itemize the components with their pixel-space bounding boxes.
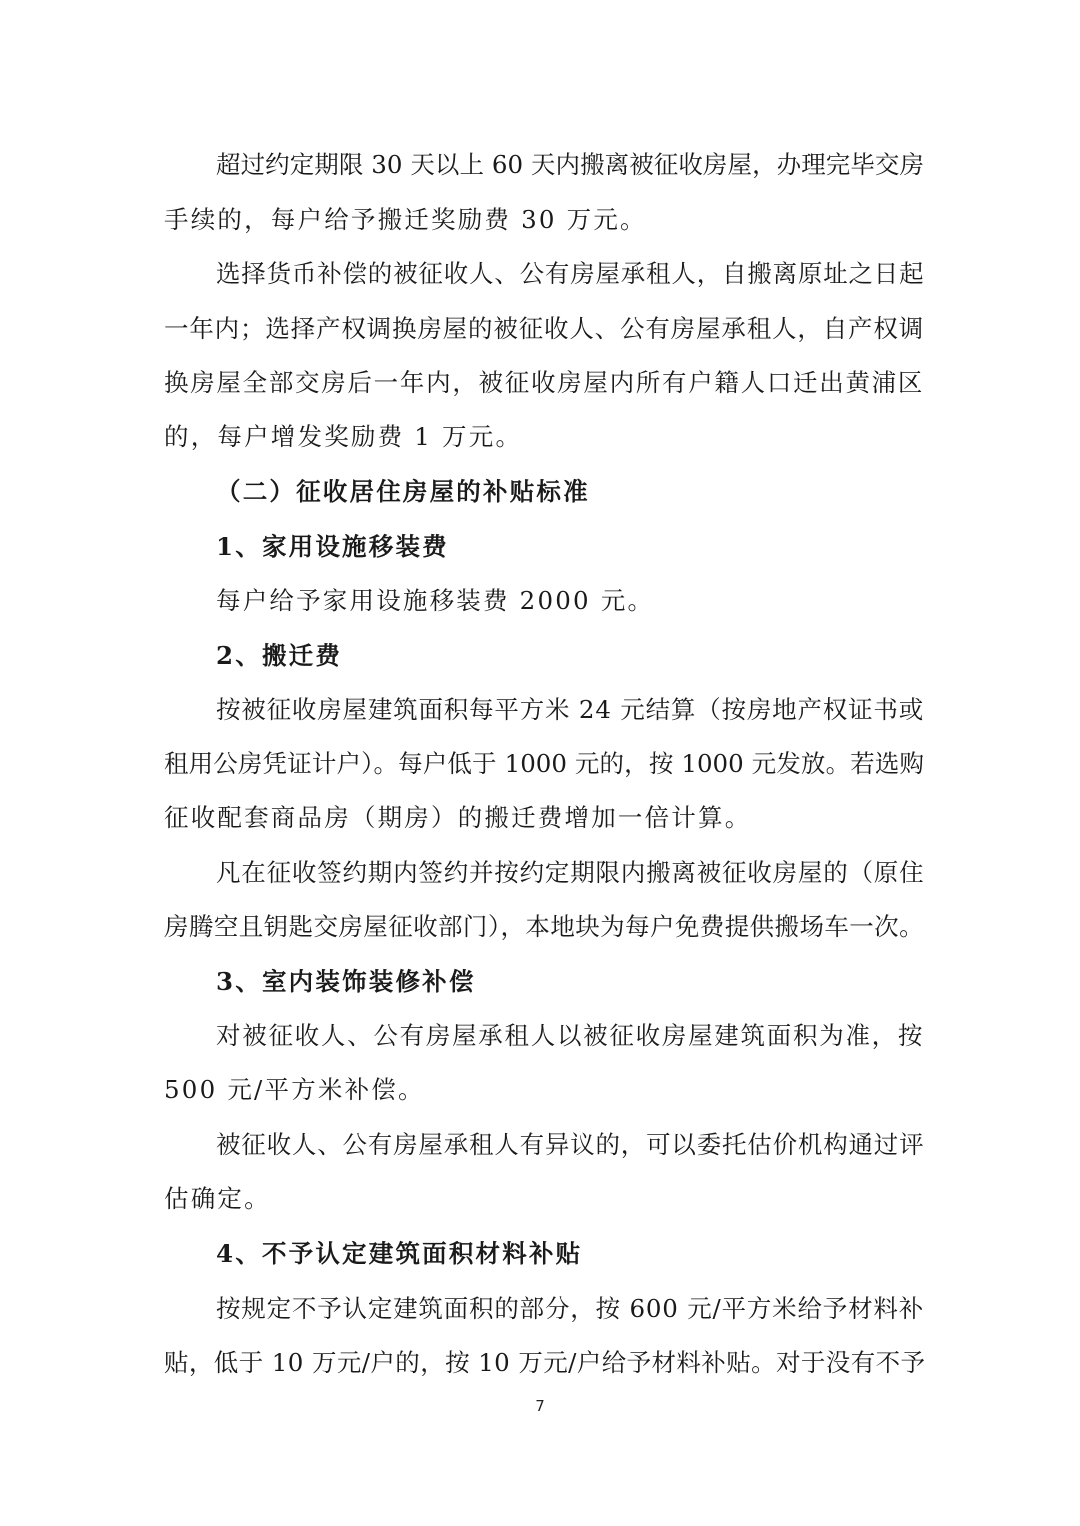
paragraph-line: 凡在征收签约期内签约并按约定期限内搬离被征收房屋的（原住 [216,858,925,887]
paragraph-line: 按规定不予认定建筑面积的部分，按 600 元/平方米给予材料补 [216,1294,924,1323]
paragraph-line: 选择货币补偿的被征收人、公有房屋承租人，自搬离原址之日起 [216,259,925,288]
paragraph-line: 500 元/平方米补偿。 [164,1075,425,1104]
paragraph-line: 房腾空且钥匙交房屋征收部门），本地块为每户免费提供搬场车一次。 [164,912,924,941]
paragraph-line: 对被征收人、公有房屋承租人以被征收房屋建筑面积为准，按 [216,1021,924,1050]
page-number: 7 [535,1397,545,1415]
paragraph-line: 的，每户增发奖励费 1 万元。 [164,422,523,451]
paragraph-line: 征收配套商品房（期房）的搬迁费增加一倍计算。 [164,803,752,832]
paragraph-line: 按被征收房屋建筑面积每平方米 24 元结算（按房地产权证书或 [216,695,924,724]
paragraph-line: 手续的，每户给予搬迁奖励费 30 万元。 [164,205,647,234]
paragraph-line: 每户给予家用设施移装费 2000 元。 [216,586,655,615]
paragraph-line: 估确定。 [164,1184,271,1213]
subsection-heading: 4、不予认定建筑面积材料补贴 [216,1239,583,1268]
paragraph-line: 贴，低于 10 万元/户的，按 10 万元/户给予材料补贴。对于没有不予 [164,1348,926,1377]
subsection-heading: 1、家用设施移装费 [216,532,449,561]
subsection-heading: 2、搬迁费 [216,641,343,670]
subsection-heading: 3、室内装饰装修补偿 [216,967,476,996]
paragraph-line: 一年内；选择产权调换房屋的被征收人、公有房屋承租人，自产权调 [164,314,924,343]
paragraph-line: 超过约定期限 30 天以上 60 天内搬离被征收房屋，办理完毕交房 [216,150,924,179]
paragraph-line: 被征收人、公有房屋承租人有异议的，可以委托估价机构通过评 [216,1130,925,1159]
paragraph-line: 租用公房凭证计户）。每户低于 1000 元的，按 1000 元发放。若选购 [164,749,924,778]
paragraph-line: 换房屋全部交房后一年内，被征收房屋内所有户籍人口迁出黄浦区 [164,368,924,397]
section-heading: （二）征收居住房屋的补贴标准 [216,477,590,506]
